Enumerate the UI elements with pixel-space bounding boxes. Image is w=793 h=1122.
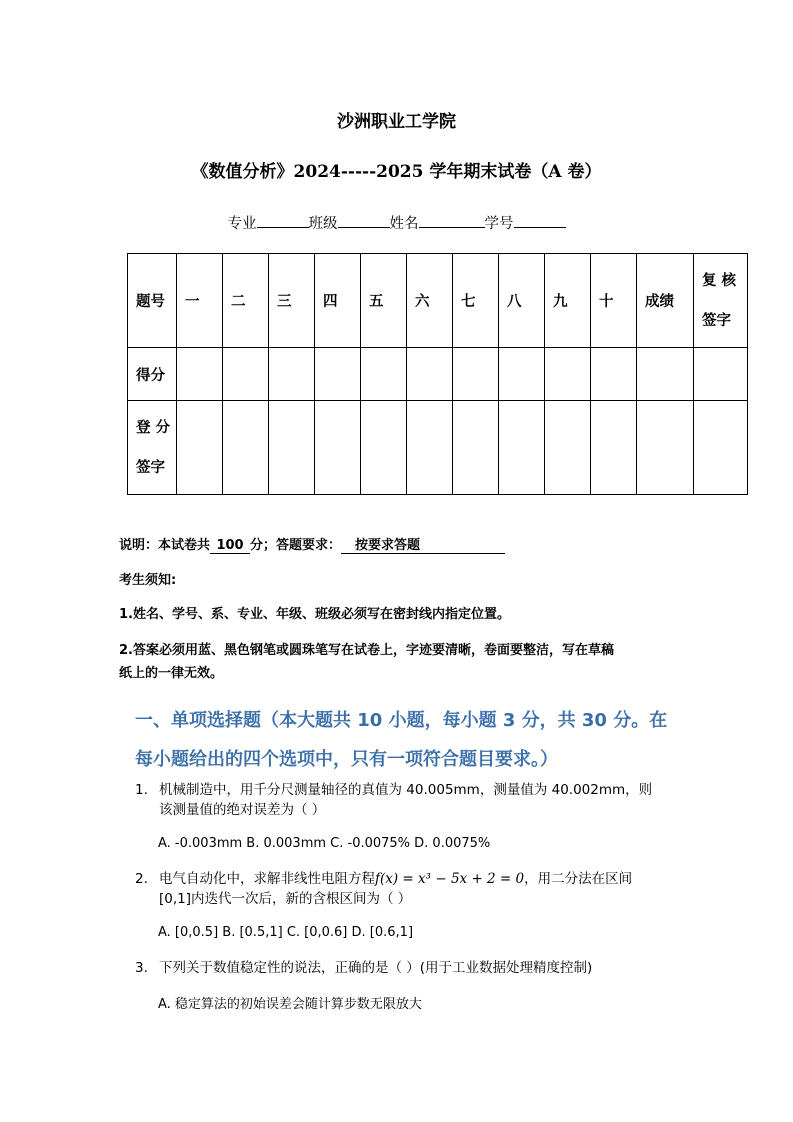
question-number: 3.	[135, 960, 148, 976]
section-heading-line2: 每小题给出的四个选项中，只有一项符合题目要求。）	[135, 749, 558, 770]
col-3: 三	[269, 254, 315, 348]
notice-item-2-line2: 纸上的一律无效。	[119, 666, 224, 681]
score-cell[interactable]	[499, 348, 545, 401]
section-heading-line1: 一、单项选择题（本大题共 10 小题，每小题 3 分，共 30 分。在	[135, 710, 668, 731]
field-id-label: 学号	[484, 216, 514, 232]
question-text: 电气自动化中，求解非线性电阻方程	[159, 871, 375, 887]
table-row	[128, 254, 748, 348]
col-4: 四	[315, 254, 361, 348]
field-name-label: 姓名	[389, 216, 419, 232]
col-7: 七	[453, 254, 499, 348]
score-cell[interactable]	[591, 348, 637, 401]
col-1: 一	[177, 254, 223, 348]
score-table	[127, 253, 748, 495]
table-row	[128, 401, 748, 495]
class-blank[interactable]	[338, 212, 390, 228]
question-2-options: A. [0,0.5] B. [0.5,1] C. [0,0.6] D. [0.6,1]	[158, 925, 414, 940]
signature-cell[interactable]	[453, 401, 499, 495]
col-5: 五	[361, 254, 407, 348]
row-header-signature	[128, 401, 177, 495]
notice-item-1: 1.姓名、学号、系、专业、年级、班级必须写在密封线内指定位置。	[119, 607, 510, 622]
equation: f(x) = x³ − 5x + 2 = 0	[375, 871, 525, 887]
signature-cell[interactable]	[177, 401, 223, 495]
school-name: 沙洲职业工学院	[337, 112, 456, 132]
score-cell[interactable]	[694, 348, 748, 401]
row-header-number: 题号	[128, 254, 177, 348]
score-cell[interactable]	[545, 348, 591, 401]
score-cell[interactable]	[315, 348, 361, 401]
score-cell[interactable]	[177, 348, 223, 401]
score-cell[interactable]	[269, 348, 315, 401]
signature-cell[interactable]	[545, 401, 591, 495]
signature-cell[interactable]	[223, 401, 269, 495]
signature-cell[interactable]	[269, 401, 315, 495]
signature-label-line2: 签字	[136, 459, 165, 476]
signature-label-line1: 登 分	[136, 419, 171, 436]
question-1	[135, 780, 675, 820]
signature-cell[interactable]	[315, 401, 361, 495]
question-text: 机械制造中，用千分尺测量轴径的真值为 40.005mm，测量值为 40.002mm，则	[159, 782, 653, 798]
student-info-line	[0, 212, 793, 233]
col-6: 六	[407, 254, 453, 348]
field-class-label: 班级	[308, 216, 338, 232]
col-9: 九	[545, 254, 591, 348]
notice-heading: 考生须知:	[119, 573, 177, 588]
student-id-blank[interactable]	[514, 212, 566, 228]
field-major-label: 专业	[227, 216, 257, 232]
description-prefix: 说明：本试卷共	[119, 538, 211, 553]
col-review-signature	[694, 254, 748, 348]
signature-cell[interactable]	[407, 401, 453, 495]
signature-cell[interactable]	[361, 401, 407, 495]
question-2	[135, 869, 675, 909]
exam-description	[119, 534, 505, 554]
table-row	[128, 348, 748, 401]
question-text-cont: [0,1]内迭代一次后，新的含根区间为（ ）	[159, 891, 412, 907]
description-mid: 分；答题要求：	[250, 538, 342, 553]
question-text-cont: 该测量值的绝对误差为（ ）	[159, 802, 326, 818]
question-3	[135, 958, 675, 978]
answer-requirement: 按要求答题	[341, 534, 505, 554]
total-score: 100	[210, 538, 250, 554]
question-number: 1.	[135, 782, 148, 798]
question-1-options: A. -0.003mm B. 0.003mm C. -0.0075% D. 0.0075%	[158, 836, 491, 851]
col-8: 八	[499, 254, 545, 348]
notice-item-2-line1: 2.答案必须用蓝、黑色钢笔或圆珠笔写在试卷上，字迹要清晰，卷面要整洁，写在草稿	[119, 643, 614, 658]
score-cell[interactable]	[223, 348, 269, 401]
signature-cell[interactable]	[499, 401, 545, 495]
row-header-score: 得分	[128, 348, 177, 401]
signature-cell[interactable]	[694, 401, 748, 495]
question-text-tail: ，用二分法在区间	[524, 871, 633, 887]
review-label-line1: 复 核	[702, 272, 737, 289]
name-blank[interactable]	[419, 212, 485, 228]
col-2: 二	[223, 254, 269, 348]
question-number: 2.	[135, 871, 148, 887]
score-cell[interactable]	[407, 348, 453, 401]
question-3-option-a: A. 稳定算法的初始误差会随计算步数无限放大	[158, 997, 422, 1012]
major-blank[interactable]	[257, 212, 309, 228]
score-cell[interactable]	[361, 348, 407, 401]
question-text: 下列关于数值稳定性的说法，正确的是（ ）(用于工业数据处理精度控制)	[159, 960, 593, 976]
signature-cell[interactable]	[637, 401, 694, 495]
score-cell[interactable]	[637, 348, 694, 401]
review-label-line2: 签字	[702, 312, 731, 329]
col-total: 成绩	[637, 254, 694, 348]
col-10: 十	[591, 254, 637, 348]
exam-title: 《数值分析》2024-----2025 学年期末试卷（A 卷）	[191, 162, 602, 182]
signature-cell[interactable]	[591, 401, 637, 495]
score-cell[interactable]	[453, 348, 499, 401]
